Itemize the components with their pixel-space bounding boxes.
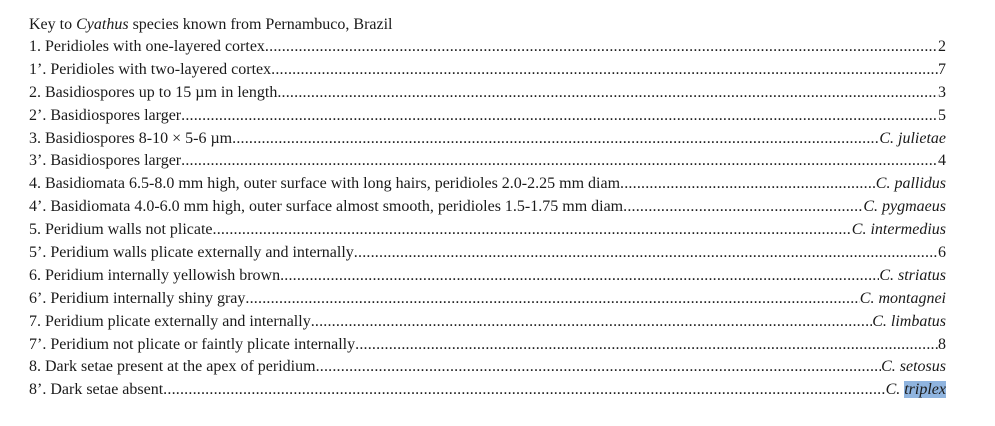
dot-leader [181, 105, 938, 128]
entry-target: 3 [938, 83, 946, 101]
dot-leader [163, 379, 885, 402]
title-suffix: species known from Pernambuco, Brazil [128, 16, 393, 33]
selected-text-highlight[interactable]: triplex [904, 381, 946, 399]
entry-species-target: C. pygmaeus [863, 198, 946, 216]
entry-species-target: C. limbatus [872, 312, 946, 330]
key-entry-6-prime [29, 288, 946, 311]
entry-target: 8 [938, 335, 946, 353]
entry-species-target: C. montagnei [859, 289, 946, 307]
entry-couplet-text: 7. Peridium plicate externally and internally [29, 312, 311, 330]
entry-species-target: C. intermedius [851, 221, 946, 239]
title-prefix: Key to [29, 16, 77, 33]
entry-target: 7 [938, 60, 946, 78]
dot-leader [280, 265, 879, 288]
key-entry-4 [29, 173, 946, 196]
key-entry-2-prime [29, 105, 946, 128]
entry-couplet-text: 1’. Peridioles with two-layered cortex [29, 60, 272, 78]
key-entry-8-prime [29, 379, 946, 402]
entry-couplet-text: 1. Peridioles with one-layered cortex [29, 38, 265, 55]
dot-leader [620, 173, 876, 196]
dot-leader [355, 334, 938, 357]
key-entry-2 [29, 82, 946, 105]
key-entry-1-prime [29, 59, 946, 82]
dot-leader [245, 288, 859, 311]
key-title [29, 14, 946, 36]
entry-couplet-text: 3. Basidiospores 8-10 × 5-6 µm [29, 129, 233, 147]
dot-leader [316, 356, 882, 379]
entry-couplet-text: 2. Basidiospores up to 15 µm in length [29, 83, 278, 101]
dot-leader [311, 311, 873, 334]
entry-couplet-text: 4’. Basidiomata 4.0-6.0 mm high, outer surface almost smooth, peridioles 1.5-1.75 mm diam [29, 198, 624, 216]
key-entry-3 [29, 128, 946, 151]
entry-couplet-text: 6. Peridium internally yellowish brown [29, 266, 281, 284]
entry-species-target: C. pallidus [875, 175, 946, 193]
key-entry-5 [29, 219, 946, 242]
entry-couplet-text: 2’. Basidiospores larger [29, 106, 182, 124]
entry-species-target [886, 379, 946, 402]
title-genus: Cyathus [76, 16, 129, 33]
identification-key [29, 14, 946, 402]
dot-leader [277, 82, 938, 105]
entry-couplet-text: 6’. Peridium internally shiny gray [29, 289, 246, 307]
key-entry-6 [29, 265, 946, 288]
entry-couplet-text: 8. Dark setae present at the apex of peridium [29, 358, 316, 376]
dot-leader [271, 59, 938, 82]
dot-leader [232, 128, 879, 151]
dot-leader [181, 150, 938, 173]
entry-species-target: C. julietae [879, 129, 946, 147]
species-genus-abbrev: C. [885, 381, 905, 399]
entry-couplet-text: 7’. Peridium not plicate or faintly plicate internally [29, 335, 356, 353]
entry-couplet-text: 3’. Basidiospores larger [29, 152, 182, 170]
entry-target: 5 [938, 106, 946, 124]
entry-target: 6 [938, 244, 946, 262]
entry-couplet-text: 5. Peridium walls not plicate [29, 221, 213, 239]
dot-leader [265, 36, 938, 59]
key-entry-3-prime [29, 150, 946, 173]
key-entry-1 [29, 36, 946, 59]
entry-species-target: C. setosus [881, 358, 946, 376]
key-entry-7 [29, 311, 946, 334]
dot-leader [623, 196, 863, 219]
key-entry-7-prime [29, 334, 946, 357]
entry-target: 2 [938, 38, 946, 55]
dot-leader [213, 219, 852, 242]
entry-couplet-text: 4. Basidiomata 6.5-8.0 mm high, outer surface with long hairs, peridioles 2.0-2.25 mm diam [29, 175, 621, 193]
key-entry-4-prime [29, 196, 946, 219]
entry-couplet-text: 5’. Peridium walls plicate externally and internally [29, 244, 354, 262]
key-entry-5-prime [29, 242, 946, 265]
entry-target: 4 [938, 152, 946, 170]
entry-species-target: C. striatus [879, 266, 946, 284]
dot-leader [354, 242, 938, 265]
entry-couplet-text: 8’. Dark setae absent [29, 381, 164, 399]
key-entry-8 [29, 356, 946, 379]
